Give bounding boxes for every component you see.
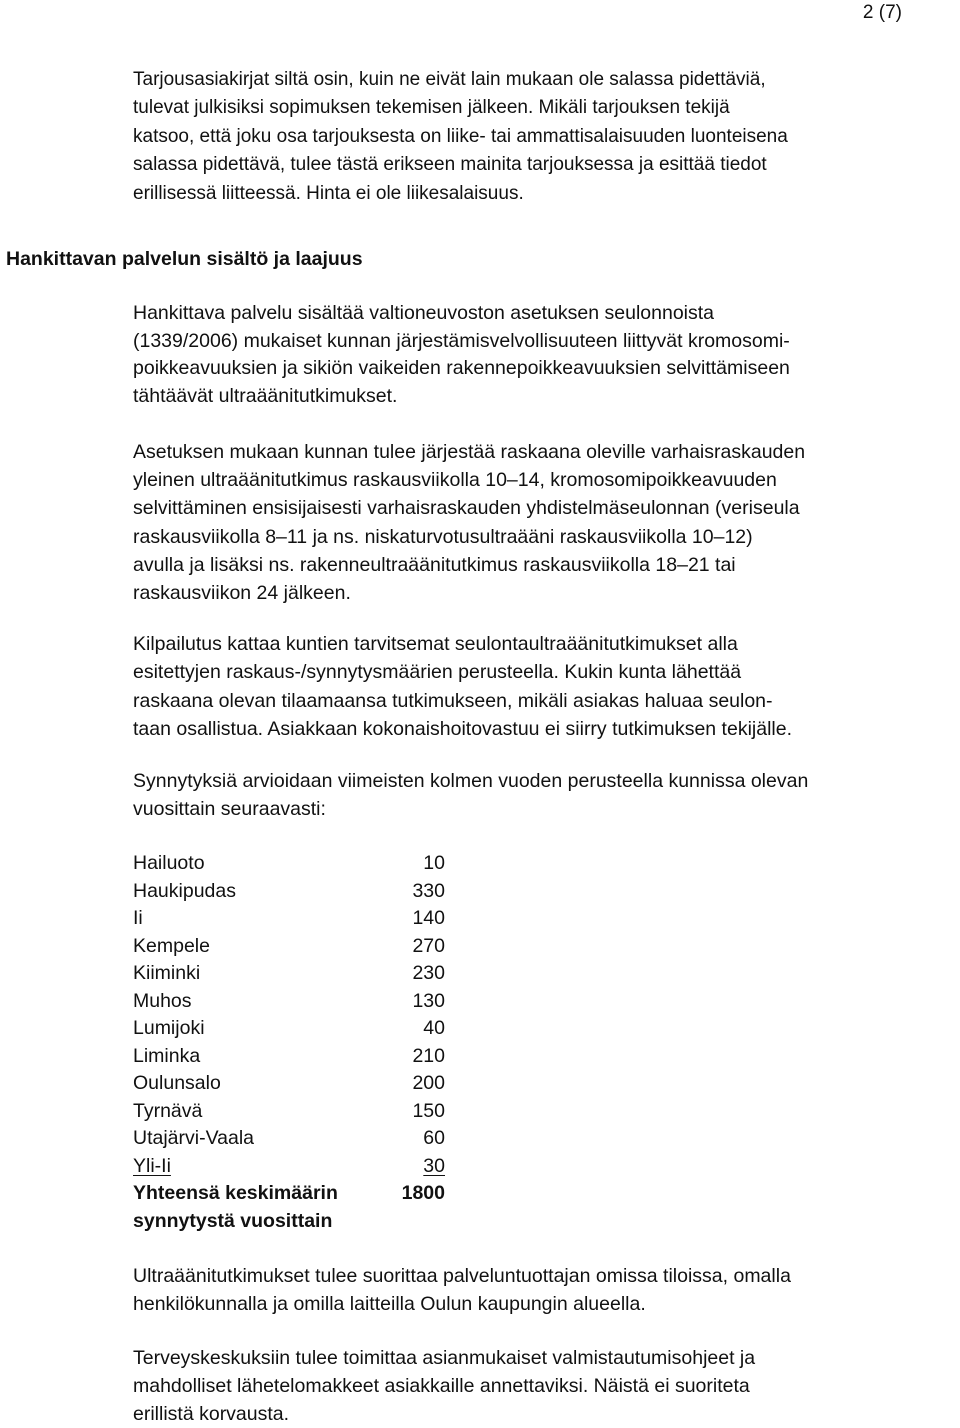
table-row	[133, 1070, 445, 1098]
paragraph-line: raskaana olevan tilaamaansa tutkimukseen, mikäli asiakas haluaa seulon-	[133, 689, 773, 712]
municipality-name: Hailuoto	[133, 852, 205, 874]
table-row	[133, 905, 445, 933]
paragraph-line: Terveyskeskuksiin tulee toimittaa asianmukaiset valmistautumisohjeet ja	[133, 1347, 756, 1369]
birth-count: 30	[423, 1154, 445, 1177]
table-row	[133, 1098, 445, 1126]
table-row	[133, 988, 445, 1016]
birth-count: 10	[423, 852, 445, 874]
paragraph-line: avulla ja lisäksi ns. rakenneultraäänitutkimus raskausviikolla 18–21 tai	[133, 553, 736, 576]
paragraph-line: tähtäävät ultraäänitutkimukset.	[133, 385, 398, 408]
section-heading: Hankittavan palvelun sisältö ja laajuus	[6, 248, 363, 270]
intro-line: tulevat julkisiksi sopimuksen tekemisen jälkeen. Mikäli tarjouksen tekijä	[133, 97, 730, 119]
paragraph-line: henkilökunnalla ja omilla laitteilla Oulun kaupungin alueella.	[133, 1293, 646, 1315]
paragraph-line: Synnytyksiä arvioidaan viimeisten kolmen vuoden perusteella kunnissa olevan	[133, 770, 809, 792]
birth-count: 130	[412, 989, 445, 1012]
total-value: 1800	[401, 1182, 445, 1204]
birth-count: 150	[412, 1099, 445, 1122]
paragraph-line: esitettyjen raskaus-/synnytysmäärien perusteella. Kukin kunta lähettää	[133, 661, 742, 684]
regulation-paragraph	[133, 438, 805, 607]
paragraph-line: Kilpailutus kattaa kuntien tarvitsemat seulontaultraäänitutkimukset alla	[133, 633, 738, 655]
page-number: 2 (7)	[862, 2, 902, 23]
paragraph-line: Asetuksen mukaan kunnan tulee järjestää raskaana oleville varhaisraskauden	[133, 441, 806, 463]
municipality-name: Oulunsalo	[133, 1072, 221, 1094]
municipality-name: Muhos	[133, 989, 192, 1012]
births-table	[133, 850, 445, 1235]
intro-line: katsoo, että joku osa tarjouksesta on liike- tai ammattisalaisuuden luonteisena	[133, 125, 788, 147]
paragraph-line: selvittäminen ensisijaisesti varhaisraskauden yhdistelmäseulonnan (veriseula	[133, 497, 800, 520]
paragraph-line: Hankittava palvelu sisältää valtioneuvoston asetuksen seulonnoista	[133, 302, 715, 324]
instructions-paragraph	[133, 1344, 755, 1428]
birth-count: 40	[423, 1017, 445, 1039]
total-label: Yhteensä keskimäärin	[133, 1182, 338, 1204]
municipality-name: Lumijoki	[133, 1017, 205, 1039]
table-row	[133, 1125, 445, 1153]
municipality-name: Kiiminki	[133, 962, 201, 984]
tender-scope-paragraph	[133, 630, 792, 743]
intro-paragraph	[133, 66, 788, 208]
intro-line: erillisessä liitteessä. Hinta ei ole liikesalaisuus.	[133, 182, 524, 204]
municipality-name: Ii	[133, 907, 143, 929]
municipality-name: Kempele	[133, 934, 210, 957]
births-estimate-paragraph	[133, 767, 808, 823]
municipality-name: Yli-Ii	[133, 1154, 171, 1177]
paragraph-line: mahdolliset lähetelomakkeet asiakkaille annettaviksi. Näistä ei suoriteta	[133, 1375, 750, 1397]
paragraph-line: taan osallistua. Asiakkaan kokonaishoitovastuu ei siirry tutkimuksen tekijälle.	[133, 717, 793, 740]
premises-paragraph	[133, 1262, 791, 1318]
birth-count: 230	[412, 962, 445, 984]
municipality-name: Haukipudas	[133, 879, 236, 902]
paragraph-line: vuosittain seuraavasti:	[133, 798, 326, 821]
birth-count: 140	[412, 907, 445, 929]
table-row	[133, 850, 445, 878]
paragraph-line: raskausviikon 24 jälkeen.	[133, 582, 351, 605]
table-row	[133, 1153, 445, 1181]
total-suffix: synnytystä vuosittain	[133, 1209, 333, 1232]
table-row	[133, 1015, 445, 1043]
intro-line: Tarjousasiakirjat siltä osin, kuin ne eivät lain mukaan ole salassa pidettäviä,	[133, 69, 766, 90]
paragraph-line: Ultraäänitutkimukset tulee suorittaa palveluntuottajan omissa tiloissa, omalla	[133, 1265, 791, 1287]
municipality-name: Utajärvi-Vaala	[133, 1127, 255, 1149]
birth-count: 60	[423, 1127, 445, 1149]
service-content-paragraph	[133, 300, 790, 411]
intro-line: salassa pidettävä, tulee tästä erikseen mainita tarjouksessa ja esittää tiedot	[133, 154, 767, 176]
birth-count: 330	[412, 879, 445, 902]
table-row	[133, 1043, 445, 1071]
birth-count: 270	[412, 934, 445, 957]
paragraph-line: raskausviikolla 8–11 ja ns. niskaturvotusultraääni raskausviikolla 10–12)	[133, 525, 753, 548]
municipality-name: Liminka	[133, 1044, 201, 1067]
birth-count: 210	[412, 1044, 445, 1067]
birth-count: 200	[412, 1072, 445, 1094]
table-row	[133, 960, 445, 988]
table-row	[133, 878, 445, 906]
table-row	[133, 933, 445, 961]
paragraph-line: yleinen ultraäänitutkimus raskausviikolla 10–14, kromosomipoikkeavuuden	[133, 469, 777, 492]
municipality-name: Tyrnävä	[133, 1099, 203, 1122]
paragraph-line: (1339/2006) mukaiset kunnan järjestämisvelvollisuuteen liittyvät kromosomi-	[133, 329, 790, 352]
total-row	[133, 1180, 445, 1208]
paragraph-line: erillistä korvausta.	[133, 1403, 290, 1425]
paragraph-line: poikkeavuuksien ja sikiön vaikeiden rakennepoikkeavuuksien selvittämiseen	[133, 357, 790, 380]
